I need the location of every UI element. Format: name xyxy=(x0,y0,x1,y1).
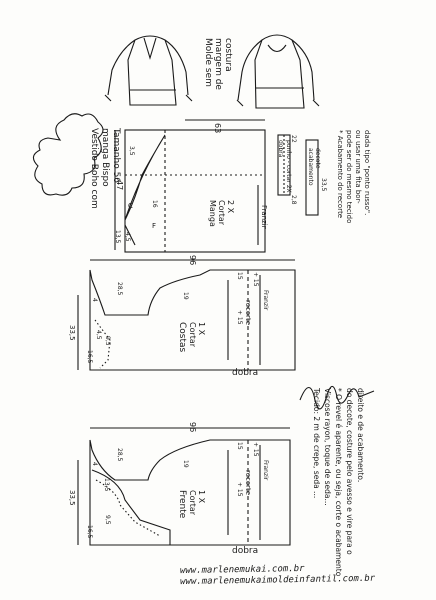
sleeve-franzir: Franzir xyxy=(260,205,268,229)
front-label2: Cortar xyxy=(188,490,197,516)
fabric-line3: * O revel é aparente, ou seja, corte o acabamento xyxy=(334,388,343,577)
back-plus15b: + 15 xyxy=(252,272,259,287)
cuff-label1: dobra xyxy=(277,140,284,158)
back-recorte: recorte xyxy=(244,300,252,326)
sleeve-dim-width: 63 xyxy=(213,123,222,134)
front-franzir: Franzir xyxy=(262,460,269,481)
note-right-line4: dada tipo "ponto russo". xyxy=(363,130,371,216)
footer-urls xyxy=(180,562,420,588)
front-dim-33-5: 33,5 xyxy=(68,490,76,506)
front-dim-15: 15 xyxy=(236,442,243,450)
cuff-dim-2-8: 2,8 xyxy=(290,195,297,205)
front-dim-16-5: 16,5 xyxy=(86,525,93,539)
front-label3: 1 X xyxy=(197,490,206,504)
dress-sketch-back xyxy=(237,35,319,108)
note-top-line1: Molde sem xyxy=(203,38,213,87)
front-label1: Frente xyxy=(177,490,187,519)
sleeve-dim-3-5: 3,5 xyxy=(128,146,135,156)
sleeve-label3: 2 X xyxy=(226,200,235,214)
sleeve-dim-4-5: 4,5 xyxy=(124,232,131,242)
strip-dim: 33,5 xyxy=(320,178,327,192)
sleeve-label-f: F xyxy=(152,222,157,230)
back-label1: Costas xyxy=(177,322,187,353)
strip-label1: acabamento xyxy=(307,148,314,186)
back-dim-15: 15 xyxy=(236,272,243,280)
back-dim-16-5: 16,5 xyxy=(86,350,93,364)
sleeve-dim-height: 47 xyxy=(115,180,124,191)
title-line2: manga Bispo xyxy=(100,128,110,187)
footer-url-1[interactable]: www.marlenemukai.com.br xyxy=(179,563,305,577)
front-plus15a: + 15 xyxy=(236,482,243,497)
fabric-line2: Viscose rayon, toque de seda... xyxy=(323,388,332,506)
sleeve-label1: Manga xyxy=(208,200,217,227)
front-dim-28-5: 28,5 xyxy=(116,448,123,462)
front-plus15b: + 15 xyxy=(252,442,259,457)
note-right-line2: pode ser do mesmo tecido xyxy=(345,130,353,224)
dress-sketch-front xyxy=(105,36,192,105)
front-dim-9-5: 9,5 xyxy=(104,515,111,525)
strip-label2: decote xyxy=(314,148,321,169)
note-top-line2: margem de xyxy=(213,38,223,90)
note-right-line3: ou usar uma fita bor- xyxy=(354,130,362,204)
back-dim-4: 4 xyxy=(91,298,98,302)
back-dim-19: 19 xyxy=(182,292,189,300)
back-franzir: Franzir xyxy=(262,290,269,311)
back-dim-33-5: 33,5 xyxy=(68,325,76,341)
front-dim-height: 96 xyxy=(188,422,197,433)
fabric-line4: do decote, costure pelo avesso e vire para o xyxy=(345,388,354,555)
title-line3: Tamanho 56 xyxy=(111,128,121,184)
sleeve-pattern xyxy=(115,120,265,252)
back-dim-28-5: 28,5 xyxy=(116,282,123,296)
note-top-line3: costura xyxy=(223,38,233,72)
back-dim-9-5: 9,5 xyxy=(104,336,111,346)
cuff-dim-22: 22 xyxy=(290,135,297,143)
back-pattern xyxy=(78,260,295,370)
back-dobra: dobra xyxy=(232,368,259,378)
sleeve-label-c: C xyxy=(128,202,133,210)
front-dim-13-5: 13,5 xyxy=(103,478,110,492)
front-dim-19: 19 xyxy=(182,460,189,468)
sleeve-dim-16: 16 xyxy=(151,200,158,208)
front-dim-4: 4 xyxy=(91,462,98,466)
back-dim-height: 96 xyxy=(188,255,197,266)
back-plus15a: + 15 xyxy=(236,310,243,325)
back-label3: 1 X xyxy=(197,322,206,336)
back-dim-4-5: 4,5 xyxy=(95,330,102,340)
sleeve-dim-13-5: 13,5 xyxy=(114,230,121,244)
title-line1: Vestido Boho com xyxy=(89,128,99,209)
front-recorte: recorte xyxy=(244,470,252,496)
fabric-line1: Tecido: 2 m de crepe, seda ... xyxy=(312,388,321,499)
footer-url-2[interactable]: www.marlenemukaimoldeinfantil.com.br xyxy=(180,573,376,588)
fabric-line5: direito e de acabamento. xyxy=(356,388,365,483)
back-label2: Cortar xyxy=(188,322,197,348)
sleeve-label2: Cortar xyxy=(217,200,226,226)
front-dobra: dobra xyxy=(232,546,259,556)
note-right-line1: * Acabamento do recorte xyxy=(336,130,344,219)
cuff-label2: punho - cortar 2X xyxy=(285,140,292,193)
